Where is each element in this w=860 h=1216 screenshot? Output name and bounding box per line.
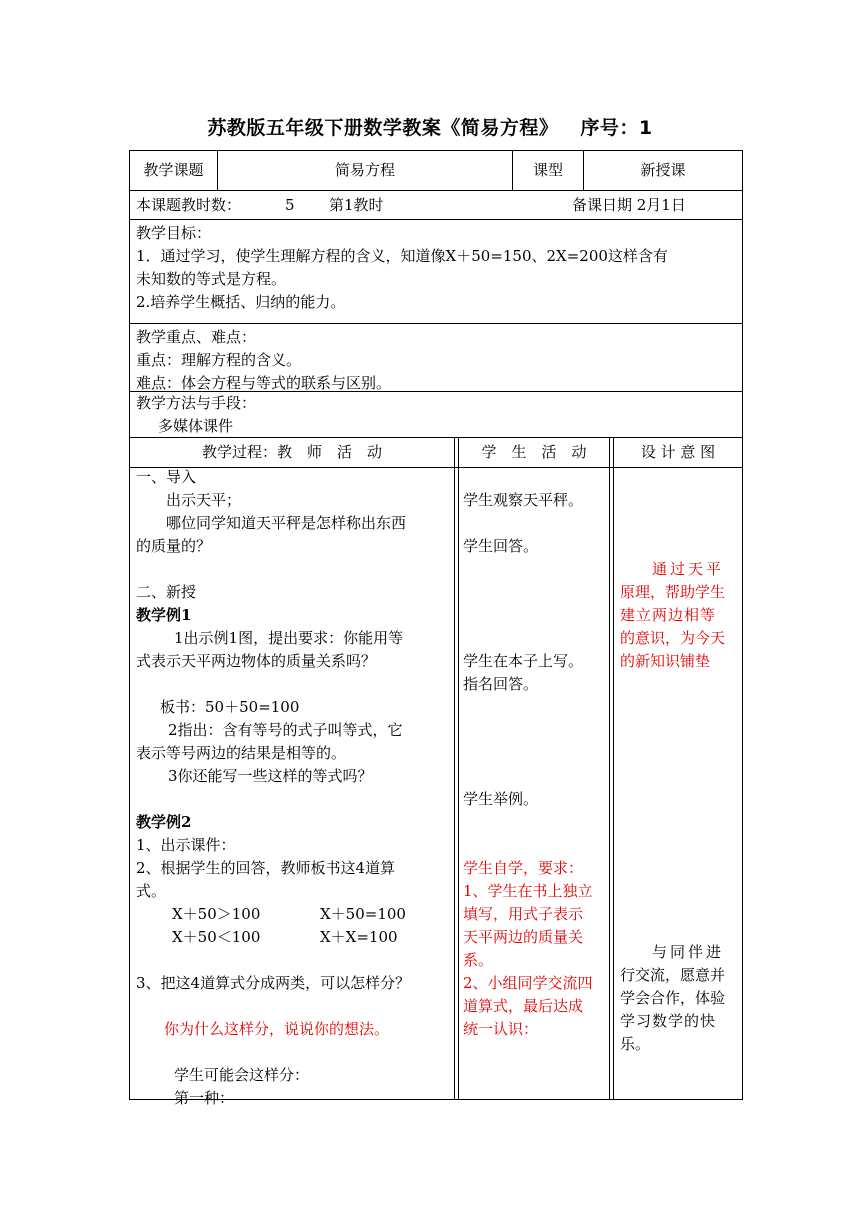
teacher-text: 哪位同学知道天平秤是怎样称出东西 <box>166 514 407 532</box>
student-task: 2、小组同学交流四 <box>463 974 593 992</box>
student-task: 天平两边的质量关 <box>463 928 584 946</box>
design-intent-2 <box>620 941 738 1056</box>
document-title <box>0 113 860 140</box>
student-task: 统一认识： <box>463 1020 539 1038</box>
student-task: 系。 <box>463 951 494 969</box>
design-text: 学会合作，体验 <box>620 989 726 1007</box>
table-rule <box>609 437 610 1099</box>
goal-item-1: 1．通过学习，使学生理解方程的含义，知道像X＋50=150、2X=200这样含有 <box>136 247 668 265</box>
teacher-text: 学生可能会这样分： <box>174 1066 310 1084</box>
keypoints-heading: 教学重点、难点： <box>136 328 257 346</box>
methods-section <box>136 392 736 438</box>
student-activity: 学生举例。 <box>463 790 539 808</box>
student-task: 学生自学，要求： <box>463 859 584 877</box>
equation: X＋50＜100 <box>172 928 261 946</box>
table-rule <box>129 219 743 220</box>
teacher-text: 式表示天平两边物体的质量关系吗？ <box>136 652 377 670</box>
table-rule <box>458 437 459 1099</box>
teacher-text: 1、出示课件： <box>136 836 236 854</box>
section-intro-heading: 一、导入 <box>136 468 197 486</box>
teacher-column <box>136 466 452 1110</box>
teacher-text: 2、根据学生的回答，教师板书这4道算 <box>136 859 396 877</box>
teacher-question: 你为什么这样分，说说你的想法。 <box>164 1020 390 1038</box>
hours-label: 本课题教时数： <box>136 196 242 214</box>
table-rule <box>613 437 614 1099</box>
equation: X＋50=100 <box>320 905 406 923</box>
design-text: 与同伴进 <box>652 943 725 961</box>
design-text: 行交流，愿意并 <box>620 966 726 984</box>
teacher-text: 出示天平； <box>166 491 242 509</box>
design-text: 建立两边相等 <box>620 606 717 624</box>
example-2-heading: 教学例2 <box>136 813 192 831</box>
teacher-text: 3、把这4道算式分成两类，可以怎样分？ <box>136 974 411 992</box>
teacher-text: 2指出：含有等号的式子叫等式，它 <box>168 721 403 739</box>
student-activity-header: 学 生 活 动 <box>481 443 587 461</box>
student-activity: 学生回答。 <box>463 537 539 555</box>
student-task: 填写，用式子表示 <box>463 905 584 923</box>
student-activity: 指名回答。 <box>463 675 539 693</box>
key-point: 重点：理解方程的含义。 <box>136 351 302 369</box>
goals-section <box>136 222 736 314</box>
goals-heading: 教学目标： <box>136 224 212 242</box>
student-task: 1、学生在书上独立 <box>463 882 593 900</box>
design-text: 的意识，为今天 <box>620 629 726 647</box>
teacher-text: 第一种： <box>174 1089 235 1107</box>
example-1-heading: 教学例1 <box>136 606 192 624</box>
table-rule <box>129 323 743 324</box>
teacher-activity-header: 教学过程：教 师 活 动 <box>201 443 382 461</box>
design-text: 的新知识铺垫 <box>620 652 711 670</box>
design-text: 乐。 <box>620 1035 651 1053</box>
goal-item-2: 2.培养学生概括、归纳的能力。 <box>136 293 346 311</box>
design-intent-header: 设 计 意 图 <box>640 443 716 461</box>
design-text: 学习数学的快 <box>620 1012 717 1030</box>
teacher-text: 表示等号两边的结果是相等的。 <box>136 744 347 762</box>
student-activity: 学生在本子上写。 <box>463 652 584 670</box>
teacher-text: 1出示例1图，提出要求：你能用等 <box>174 629 404 647</box>
board-writing: 板书：50＋50=100 <box>160 698 300 716</box>
table-border-right <box>742 150 743 1100</box>
table-border-top <box>129 150 743 151</box>
sequence-number: 序号：1 <box>580 117 653 139</box>
methods-content: 多媒体课件 <box>158 417 234 435</box>
prep-date: 备课日期 2月1日 <box>572 196 686 214</box>
type-value: 新授课 <box>640 161 686 179</box>
teacher-text: 的质量的？ <box>136 537 212 555</box>
title-text: 苏教版五年级下册数学教案《简易方程》 <box>207 117 559 139</box>
student-activity: 学生观察天平秤。 <box>463 491 584 509</box>
topic-label: 教学课题 <box>143 161 204 179</box>
keypoints-section <box>136 326 736 395</box>
table-rule <box>129 190 743 191</box>
design-intent-1 <box>620 558 738 673</box>
student-task: 道算式，最后达成 <box>463 997 584 1015</box>
topic-value: 简易方程 <box>334 161 395 179</box>
teacher-text: 式。 <box>136 882 167 900</box>
teacher-text: 3你还能写一些这样的等式吗？ <box>168 767 373 785</box>
difficult-point: 难点：体会方程与等式的联系与区别。 <box>136 374 392 392</box>
methods-heading: 教学方法与手段： <box>136 394 257 412</box>
equation: X＋X=100 <box>320 928 398 946</box>
hours-value: 5 <box>285 196 295 214</box>
type-label: 课型 <box>532 161 563 179</box>
goal-item-1-cont: 未知数的等式是方程。 <box>136 270 287 288</box>
student-column <box>463 489 608 1041</box>
table-border-left <box>129 150 130 1100</box>
design-text: 原理，帮助学生 <box>620 583 726 601</box>
design-text: 通过天平 <box>652 560 725 578</box>
section-new-heading: 二、新授 <box>136 583 197 601</box>
period-value: 第1教时 <box>329 196 384 214</box>
equation: X＋50＞100 <box>172 905 261 923</box>
table-rule <box>454 437 455 1099</box>
